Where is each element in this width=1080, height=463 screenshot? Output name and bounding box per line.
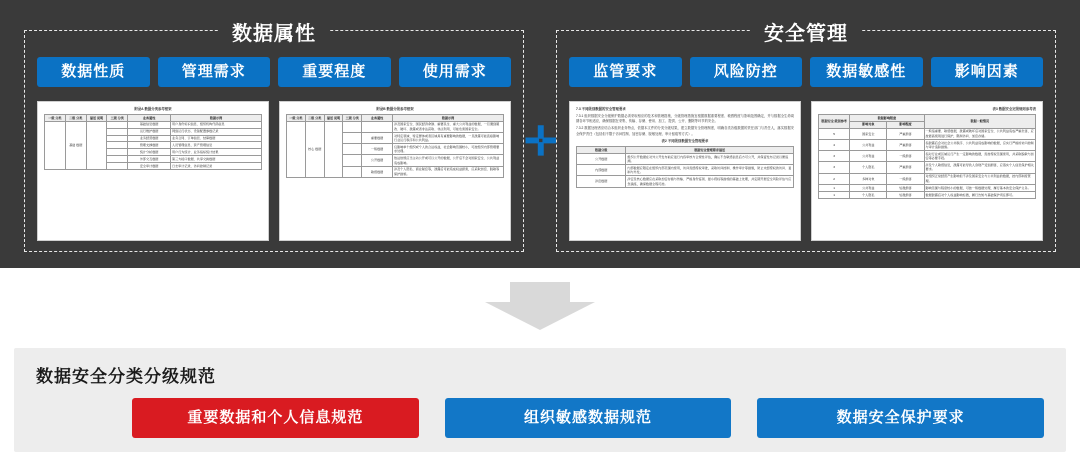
cell-level3 — [107, 121, 128, 128]
th-level1: 一级 分类 — [287, 114, 306, 121]
cell-example: 涉及国家安全、国民经济命脉、重要民生、重大公共利益的数据，一旦遭到篡改、破坏、泄露或者非法获取、非法利用，可能危害国家安全。 — [393, 121, 504, 132]
cell-security-level: 1 — [819, 184, 850, 191]
cell-business-attr: 敏感数据 — [362, 166, 393, 177]
cell-business-attr: 基础信息数据 — [128, 121, 171, 128]
cell-requirement: 内部数据应限定在组织内部范围内使用，访问需经授权审批，采取访问控制、操作审计等措施，防止未经授权的访问、复制与外发。 — [626, 165, 794, 176]
bottom-pill-data-security-protection[interactable]: 数据安全保护要求 — [757, 398, 1044, 438]
plus-icon: ✛ — [524, 120, 558, 164]
cell-security-level: 1 — [819, 191, 850, 198]
cell-impact-object: 国家安全 — [850, 128, 887, 139]
cell-business-attr: 管理支撑数据 — [128, 142, 171, 149]
cell-level2: 核心 数据 — [305, 121, 324, 177]
table-row — [287, 121, 504, 132]
th-requirement: 数据安全管理要求描述 — [626, 146, 794, 153]
mini-table-grading — [286, 114, 504, 178]
cell-level1 — [287, 121, 306, 177]
th-desc: 描述 说明 — [324, 114, 343, 121]
pill-data-sensitivity[interactable]: 数据敏感性 — [810, 57, 923, 87]
cell-requirement: 涉密及核心数据应在采取加密存储与传输、严格身份鉴别、最小授权等措施的基础上处理，并定期开展安全风险评估与应急演练，确保数据全程可控。 — [626, 176, 794, 187]
pill-data-nature[interactable]: 数据性质 — [37, 57, 150, 87]
cell-business-attr: 外部交互数据 — [128, 156, 171, 163]
doc-caption: 7.3 不同级别数据的安全管理要求 — [576, 107, 626, 111]
pill-management-need[interactable]: 管理需求 — [158, 57, 271, 87]
pill-row-security-management — [569, 57, 1043, 87]
cell-business-attr: 公开数据 — [362, 155, 393, 166]
cell-impact-level: 严重损害 — [887, 139, 924, 150]
cell-level3 — [343, 132, 362, 143]
th-impact-object: 影响对象 — [850, 121, 887, 128]
cell-example: 仅影响单个组织或个人的合法权益，社会影响范围较小，可按组织内部管理要求处理。 — [393, 144, 504, 155]
cell-impact-level: 严重损害 — [887, 128, 924, 139]
cell-level3 — [107, 149, 128, 156]
table-row — [577, 176, 794, 187]
cell-security-level: 3 — [819, 151, 850, 162]
cell-impact-level: 严重损害 — [887, 162, 924, 173]
th-security-level: 数据安全 级别参考 — [819, 114, 850, 128]
th-level1: 一级 分类 — [45, 114, 66, 121]
mini-table-classification — [44, 114, 262, 170]
cell-example: 业务合同、订单信息、结算数据 — [171, 135, 262, 142]
cell-business-attr — [362, 121, 393, 132]
table-header-row — [577, 146, 794, 153]
table-row — [819, 191, 1036, 198]
th-desc: 描述 说明 — [86, 114, 107, 121]
cell-impact-object: 个人隐私 — [850, 191, 887, 198]
pill-regulatory-requirement[interactable]: 监管要求 — [569, 57, 682, 87]
cell-example: 依法依规应当主动公开或可以公开的数据，公开后不会对国家安全、公共利益造成影响。 — [393, 155, 504, 166]
pill-row-data-attributes — [37, 57, 511, 87]
doc-caption: 附录B 数据分级参考框架 — [376, 107, 414, 111]
cell-business-attr: 安全审计数据 — [128, 163, 171, 170]
group-security-management — [556, 23, 1056, 252]
th-example: 数据示例 — [171, 114, 262, 121]
cell-level3 — [343, 155, 362, 166]
cell-example: 人员管理信息、资产管理信息 — [171, 142, 262, 149]
cell-desc — [324, 121, 343, 177]
doc-paragraph: 7.3.2 数据处理者应结合本组织业务特点，依据本文件的分类分级结果，建立数据安全管理制度，明确各类各级数据的责任部门与责任人，落实数据安全保护责任（包括但不限于访问控制、加密存储、脱敏处理、审计留痕等方式）。 — [576, 126, 794, 136]
cell-example: 网络运行状态、设备配置参数记录 — [171, 128, 262, 135]
table-header-row — [45, 114, 262, 121]
th-business-attr: 业务属性 — [362, 114, 393, 121]
cell-impact-level: 一般损害 — [887, 151, 924, 162]
table-row — [819, 139, 1036, 150]
bottom-pill-important-data-and-personal-info[interactable]: 重要数据和个人信息规范 — [132, 398, 419, 438]
bottom-panel — [14, 348, 1066, 452]
cell-impact-object: 公共利益 — [850, 139, 887, 150]
cell-general-case: 影响范围与程度较小的数据，可按一般数据处理，履行基本的安全保护义务。 — [924, 184, 1036, 191]
cell-example: 用户身份标识信息、组织机构代码信息 — [171, 121, 262, 128]
th-level2: 二级 分类 — [65, 114, 86, 121]
cell-data-level: 涉密数据 — [577, 176, 626, 187]
cell-security-level: 2 — [819, 173, 850, 184]
th-level2: 二级 分类 — [305, 114, 324, 121]
cell-business-attr: 业务经营数据 — [128, 135, 171, 142]
cell-security-level: 3 — [819, 162, 850, 173]
cell-general-case: 对组织正常经营产生影响但不涉及国家安全与公共利益的数据，按内部制度管理。 — [924, 173, 1036, 184]
pill-risk-control[interactable]: 风险防控 — [690, 57, 803, 87]
down-arrow-icon — [485, 282, 595, 330]
table-row — [577, 165, 794, 176]
cell-impact-level: 一般损害 — [887, 173, 924, 184]
cell-level2: 基础 数据 — [65, 121, 86, 169]
cell-level3 — [343, 121, 362, 132]
cell-impact-object: 公共利益 — [850, 184, 887, 191]
cell-impact-object: 个人隐私 — [850, 162, 887, 173]
cell-business-attr: 重要数据 — [362, 132, 393, 143]
cell-level3 — [107, 135, 128, 142]
cell-data-level: 公开数据 — [577, 153, 626, 164]
group-title-security-management: 安全管理 — [750, 17, 862, 46]
cell-impact-level: 轻微损害 — [887, 191, 924, 198]
doc-grading-framework[interactable] — [279, 101, 511, 241]
cell-security-level: 5 — [819, 128, 850, 139]
docs-row-security-management — [569, 101, 1043, 241]
th-general-case: 数据一般情况 — [924, 114, 1036, 128]
table-header-row — [819, 114, 1036, 121]
bottom-panel-title: 数据安全分类分级规范 — [36, 367, 216, 386]
cell-impact-object: 多种对象 — [850, 173, 887, 184]
cell-general-case: 数据泄露后对个人权益影响轻微，履行告知与基础保护责任即可。 — [924, 191, 1036, 198]
pill-importance[interactable]: 重要程度 — [278, 57, 391, 87]
cell-level3 — [107, 128, 128, 135]
docs-row-data-attributes — [37, 101, 511, 241]
th-level3: 三级 分类 — [343, 114, 362, 121]
th-impact-level: 影响程度 — [887, 121, 924, 128]
arrow-section — [0, 268, 1080, 342]
mini-table-management-requirements — [576, 146, 794, 188]
bottom-pill-row — [132, 398, 1044, 438]
cell-impact-level: 轻微损害 — [887, 184, 924, 191]
th-example: 数据示例 — [393, 114, 504, 121]
doc-paragraph: 7.3.1 组织数据安全分级保护数据必须采取相应的技术和管理措施，分级管理措施宜根据数据重要程度、敏感程度与影响范围确定，并与数据全生命周期各环节相适应，确保数据在采集、传输、存储、使用、加工、提供、公开、删除等环节的安全。 — [576, 113, 794, 123]
doc-management-requirements[interactable] — [569, 101, 801, 241]
cell-level1 — [45, 121, 66, 169]
doc-caption: 表3 数据安全定级规则参考表 — [992, 107, 1036, 111]
cell-general-case: 涉及个人敏感信息，泄露可能导致人身财产受到损害，应落实个人信息保护相关要求。 — [925, 163, 1034, 172]
cell-example: 第三方接口数据、共享交换数据 — [171, 156, 262, 163]
cell-impact-object: 公共利益 — [850, 151, 887, 162]
table-row — [819, 162, 1036, 173]
cell-level3 — [343, 144, 362, 155]
cell-data-level: 内部数据 — [577, 165, 626, 176]
cell-desc — [86, 121, 107, 169]
group-data-attributes — [24, 23, 524, 252]
cell-business-attr: 运行维护数据 — [128, 128, 171, 135]
table-row — [819, 128, 1036, 139]
cell-example: 日志审计记录、访问控制记录 — [171, 163, 262, 170]
cell-level3 — [107, 163, 128, 170]
table-row — [45, 121, 262, 128]
cell-level3 — [343, 166, 362, 177]
doc-grading-rules[interactable] — [811, 101, 1043, 241]
cell-example: 对特定领域、特定群体或者区域具有重要影响的数据，一旦泄露可能直接影响行业运行秩序和公共利益。 — [393, 132, 504, 143]
table-row — [577, 153, 794, 164]
group-title-data-attributes: 数据属性 — [218, 17, 330, 46]
cell-level3 — [107, 142, 128, 149]
table-row — [819, 173, 1036, 184]
table-header-row — [287, 114, 504, 121]
cell-business-attr: 统计分析数据 — [128, 149, 171, 156]
cell-security-level: 4 — [819, 139, 850, 150]
th-business-attr: 业务属性 — [128, 114, 171, 121]
doc-caption: 附录A 数据分类参考框架 — [134, 107, 172, 111]
cell-level3 — [107, 156, 128, 163]
table-row — [819, 184, 1036, 191]
bottom-pill-org-sensitive-data[interactable]: 组织敏感数据规范 — [445, 398, 732, 438]
table-row — [819, 151, 1036, 162]
cell-general-case: 指泄露后会对社会公共秩序、公共利益造成影响的数据，应实行严格的访问控制与审计追踪措施。 — [925, 140, 1034, 149]
th-level3: 三级 分类 — [107, 114, 128, 121]
cell-general-case: 一般指重要、敏感数据，泄露或破坏后对国家安全、公共利益造成严重危害，应按最高级别进行保护，限制访问、加密存储。 — [925, 129, 1034, 138]
cell-business-attr: 一般数据 — [362, 144, 393, 155]
th-impact-degree: 数据影响程度 — [850, 114, 924, 121]
mini-table-grading-rules — [818, 114, 1036, 199]
doc-table-caption: 表2 不同级别数据安全管理要求 — [661, 139, 709, 144]
pill-usage-need[interactable]: 使用需求 — [399, 57, 512, 87]
pill-impact-factor[interactable]: 影响因素 — [931, 57, 1044, 87]
cell-example: 涉及个人隐私、商业秘密等，泄露后可能造成权益损害，应采取加密、脱敏等保护措施。 — [393, 166, 504, 177]
cell-general-case: 指对行业或区域运行产生一定影响的数据，需按授权范围使用，并采取脱敏与加密等必要手段。 — [925, 151, 1034, 161]
cell-example: 用户行为统计、业务指标统计结果 — [171, 149, 262, 156]
cell-requirement: 组织公开数据在对外公开发布前应进行内容审核与合规性评估，确认不含敏感信息后方可公开，并保留发布记录以便追溯。 — [626, 153, 794, 164]
doc-classification-framework[interactable] — [37, 101, 269, 241]
th-data-level: 数据分级 — [577, 146, 626, 153]
